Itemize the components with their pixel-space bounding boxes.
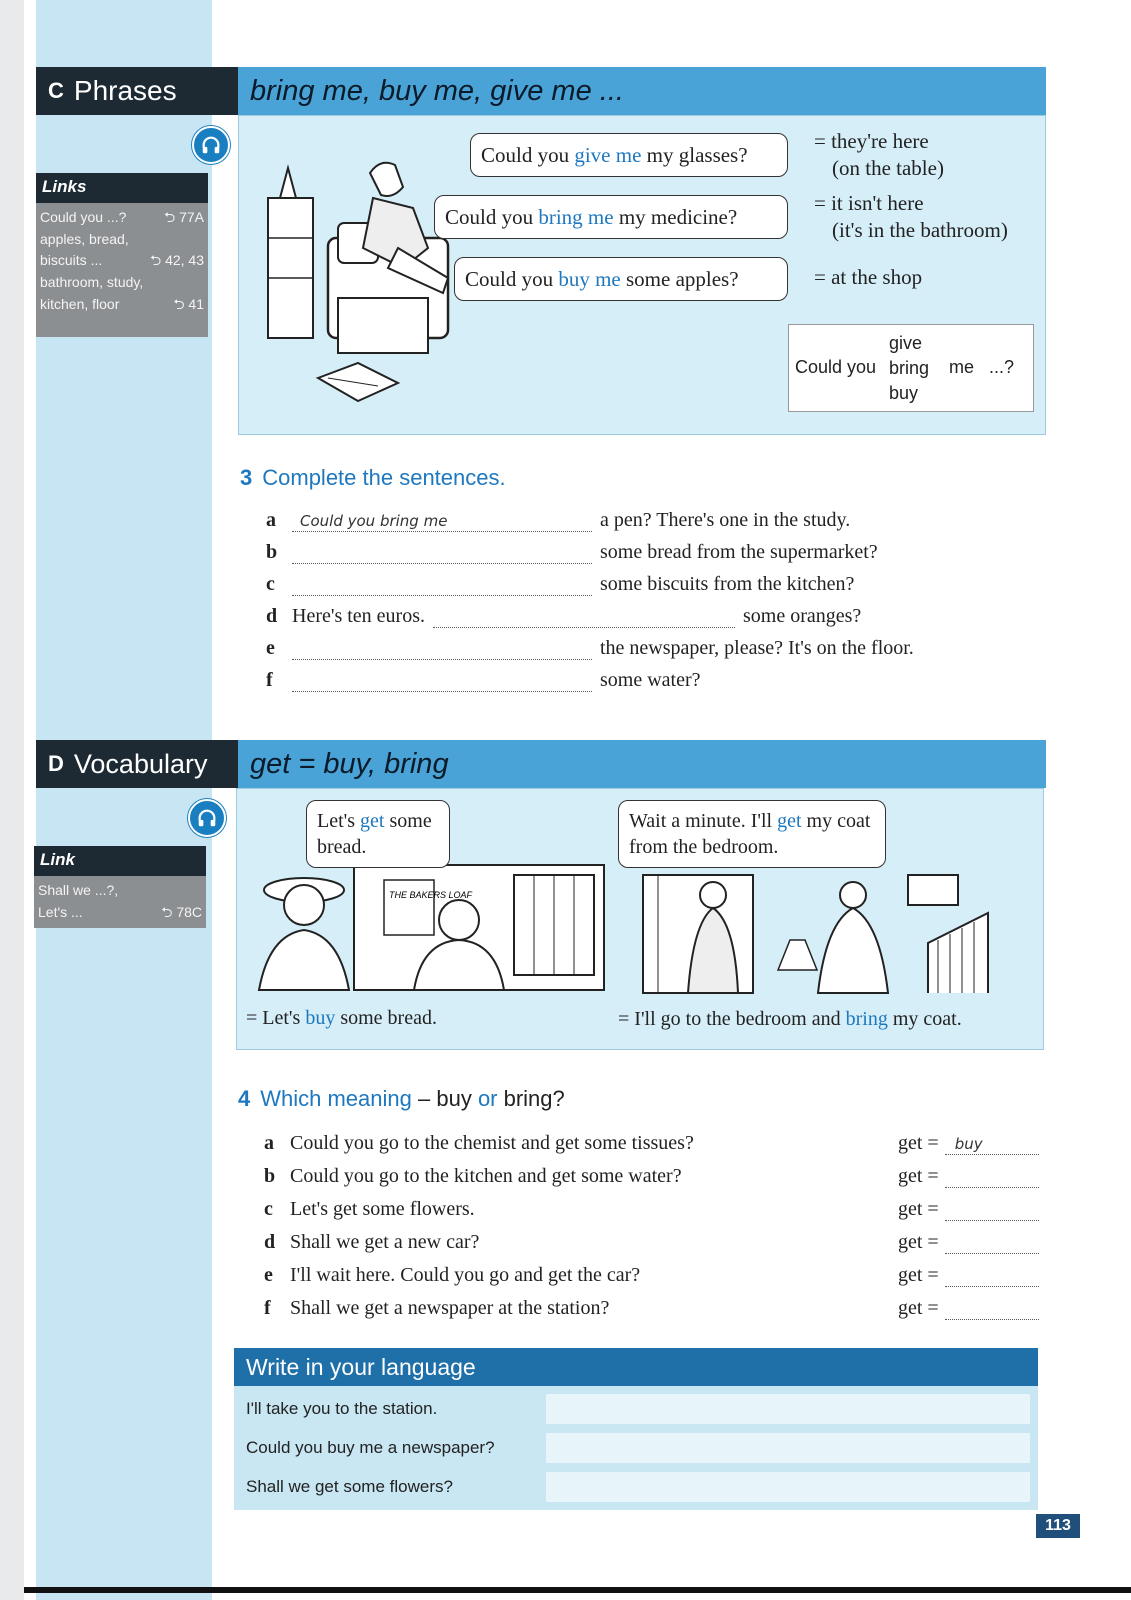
section-c-title: bring me, buy me, give me ... xyxy=(238,67,1046,115)
answer-blank[interactable] xyxy=(292,669,592,692)
write-row: I'll take you to the station. xyxy=(234,1389,1038,1428)
translation-input[interactable] xyxy=(546,1433,1030,1463)
speech-bubble-buy: Could you buy me some apples? xyxy=(454,257,788,301)
answer-blank[interactable] xyxy=(945,1198,1039,1221)
answer-blank[interactable] xyxy=(945,1264,1039,1287)
section-d-name: Vocabulary xyxy=(73,748,208,779)
exercise-4-item: c Let's get some flowers. get = xyxy=(264,1188,1044,1221)
exercise-4-list xyxy=(264,1122,1044,1320)
section-d-label xyxy=(36,740,238,788)
page-edge xyxy=(0,0,24,1600)
answer-blank[interactable] xyxy=(292,637,592,660)
man-in-armchair-illustration xyxy=(258,128,478,418)
note-buy: = at the shop xyxy=(814,265,923,289)
answer-blank[interactable] xyxy=(945,1297,1039,1320)
link-item[interactable]: Shall we ...?, Let's ... ⮌ 78C xyxy=(38,882,202,920)
answer-blank[interactable]: buy xyxy=(945,1132,1039,1155)
section-d-title: get = buy, bring xyxy=(238,740,1046,788)
speech-bubble-give: Could you give me my glasses? xyxy=(470,133,788,177)
exercise-3-item: d Here's ten euros. some oranges? xyxy=(266,605,862,627)
audio-icon[interactable] xyxy=(188,799,226,837)
exercise-4-item: d Shall we get a new car? get = xyxy=(264,1221,1044,1254)
speech-bubble-bring: Could you bring me my medicine? xyxy=(434,195,788,239)
pattern-verbs: give bring buy xyxy=(889,333,930,403)
exercise-4-item: f Shall we get a newspaper at the station? get = xyxy=(264,1287,1044,1320)
house-couple-illustration xyxy=(638,870,1000,995)
svg-text:THE BAKERS LOAF: THE BAKERS LOAF xyxy=(389,890,473,900)
answer-blank[interactable] xyxy=(945,1165,1039,1188)
exercise-3-item: f some water? xyxy=(266,669,701,691)
section-c-label xyxy=(36,67,238,115)
exercise-3-item: c some biscuits from the kitchen? xyxy=(266,573,855,595)
write-row: Could you buy me a newspaper? xyxy=(234,1428,1038,1467)
exercise-3-item: b some bread from the supermarket? xyxy=(266,541,878,563)
speech-bubble-ill-get: Wait a minute. I'll get my coat from the bedroom. xyxy=(618,800,886,868)
page-number: 113 xyxy=(1036,1514,1080,1538)
answer-blank[interactable] xyxy=(292,541,592,564)
note-bring: = it isn't here (it's in the bathroom) xyxy=(814,191,1008,243)
exercise-3-item: e the newspaper, please? It's on the floor. xyxy=(266,637,914,659)
exercise-4-item: e I'll wait here. Could you go and get the car? get = xyxy=(264,1254,1044,1287)
speech-bubble-lets-get: Let's get some bread. xyxy=(306,800,450,868)
answer-blank[interactable] xyxy=(433,605,735,628)
answer-blank[interactable] xyxy=(292,573,592,596)
links-heading: Links xyxy=(36,173,208,203)
bakery-couple-illustration xyxy=(244,860,614,995)
exercise-3-list xyxy=(266,500,1026,692)
exercise-4-title: 4 Which meaning – buy or bring? xyxy=(238,1086,565,1111)
exercise-3-item: a Could you bring me a pen? There's one in the study. xyxy=(266,509,851,531)
links-list xyxy=(36,203,208,337)
section-c-name: Phrases xyxy=(73,75,177,106)
headphones-icon xyxy=(200,134,222,156)
section-c-letter: C xyxy=(48,78,64,103)
write-table xyxy=(234,1386,1038,1510)
exercise-4-item: a Could you go to the chemist and get some tissues? get = buy xyxy=(264,1122,1044,1155)
caption-bring: = I'll go to the bedroom and bring my coat. xyxy=(618,1008,962,1030)
write-heading: Write in your language xyxy=(234,1348,1038,1386)
audio-icon[interactable] xyxy=(192,126,230,164)
links-list xyxy=(34,876,206,928)
headphones-icon xyxy=(196,807,218,829)
link-item[interactable]: apples, bread, biscuits ... ⮌ 42, 43 xyxy=(40,230,205,269)
answer-blank[interactable]: Could you bring me xyxy=(292,509,592,532)
exercise-3-title: 3 Complete the sentences. xyxy=(240,465,506,490)
bottom-rule xyxy=(24,1587,1131,1593)
note-give: = they're here (on the table) xyxy=(814,129,944,181)
translation-input[interactable] xyxy=(546,1472,1030,1502)
write-row: Shall we get some flowers? xyxy=(234,1467,1038,1506)
link-item[interactable]: Could you ...? ⮌ 77A xyxy=(40,209,204,225)
link-item[interactable]: bathroom, study, kitchen, floor ⮌ 41 xyxy=(40,274,204,312)
caption-buy: = Let's buy some bread. xyxy=(246,1007,437,1029)
pattern-box: Could you give bring buy me ...? xyxy=(788,324,1034,412)
exercise-4-item: b Could you go to the kitchen and get some water? get = xyxy=(264,1155,1044,1188)
answer-blank[interactable] xyxy=(945,1231,1039,1254)
section-d-letter: D xyxy=(48,751,64,776)
translation-input[interactable] xyxy=(546,1394,1030,1424)
links-heading: Link xyxy=(34,846,206,876)
